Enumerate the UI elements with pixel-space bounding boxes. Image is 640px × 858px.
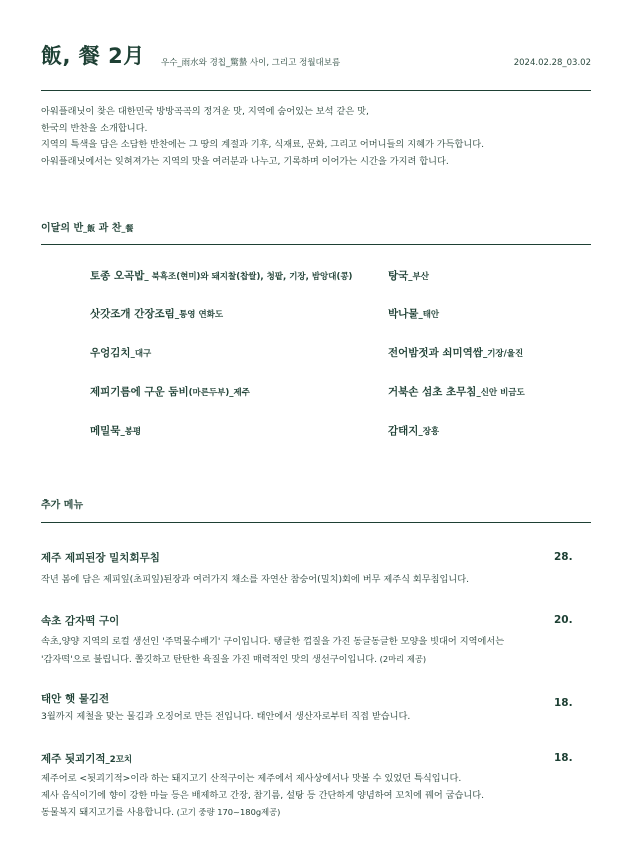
- menu-item-title: [41, 550, 160, 565]
- intro-line: 지역의 특색을 담은 소담한 반찬에는 그 땅의 계절과 기후, 식재료, 문화, 그리고 어머니들의 지혜가 가득합니다.: [41, 139, 485, 150]
- description-line: 3월까지 제철을 맞는 물김과 오징어로 만든 전입니다. 태안에서 생산자로부터 직접 받습니다.: [41, 711, 411, 722]
- monthly-section-title: [41, 219, 133, 234]
- dish-item: [388, 268, 429, 283]
- dish-name: 감태지: [388, 425, 419, 437]
- dish-detail: _장흥: [418, 427, 440, 437]
- dish-item: [90, 306, 223, 321]
- dish-detail: _부산: [408, 272, 429, 282]
- dish-item: [90, 345, 151, 360]
- dish-item: [90, 384, 250, 399]
- page-header: [41, 40, 591, 80]
- dish-item: [90, 423, 141, 438]
- dish-detail: _신안 비금도: [476, 388, 525, 398]
- dish-item: [90, 268, 352, 283]
- description-line: 제주어로 <됫괴기적>이라 하는 돼지고기 산적구이는 제주에서 제사상에서나 맛볼 수 있었던 특식입니다.: [41, 773, 462, 784]
- monthly-title-main: 이달의 반: [41, 223, 84, 234]
- intro-text: [41, 104, 591, 170]
- extra-divider: [41, 522, 591, 523]
- monthly-divider: [41, 244, 591, 245]
- date-range: 2024.02.28_03.02: [513, 58, 591, 68]
- monthly-title-mid: 과 찬: [95, 223, 122, 234]
- extra-section-title: 추가 메뉴: [41, 500, 84, 511]
- dish-detail: _봉평: [120, 427, 142, 437]
- dish-detail: _ 북흑조(현미)와 돼지찰(찹쌀), 청팥, 기장, 밤앙대(콩): [144, 272, 353, 282]
- description-line: 속초,양양 지역의 로컬 생선인 '주먹물수배기' 구이입니다. 탱글한 껍질을 가진 동글동글한 모양을 빗대어 지역에서는: [41, 636, 505, 647]
- menu-item-price: 28.: [554, 551, 573, 563]
- dish-detail: (마른두부)_제주: [188, 388, 250, 398]
- menu-item-price: 18.: [554, 697, 573, 709]
- page-subtitle: 우수_雨水와 경칩_驚蟄 사이, 그리고 정월대보름: [161, 58, 341, 68]
- menu-item-name: 속초 감자떡 구이: [41, 615, 120, 627]
- menu-item-description: [41, 572, 571, 589]
- menu-item-description: [41, 771, 571, 822]
- dish-detail: _기장/울진: [482, 349, 524, 359]
- description-text: 동물복지 돼지고기를 사용합니다.: [41, 807, 175, 818]
- dish-name: 전어밤젓과 쇠미역쌈: [388, 347, 483, 359]
- dish-name: 메밀묵: [90, 425, 121, 437]
- dish-name: 삿갓조개 간장조림: [90, 308, 175, 320]
- monthly-title-sub1: _飯: [83, 224, 96, 233]
- dish-detail: _대구: [130, 349, 152, 359]
- description-note: (고기 중량 170~180g제공): [174, 807, 281, 817]
- dish-name: 거북손 섬초 초무침: [388, 386, 477, 398]
- dish-detail: _태안: [418, 310, 440, 320]
- dish-name: 탕국: [388, 270, 409, 282]
- description-line: [41, 651, 571, 669]
- dish-name: 우엉김치: [90, 347, 131, 359]
- description-line: [41, 804, 571, 822]
- dish-name: 토종 오곡밥: [90, 270, 145, 282]
- menu-item-description: [41, 634, 571, 668]
- dish-item: [388, 384, 525, 399]
- intro-line: 아워플래닛에서는 잊혀져가는 지역의 맛을 여러분과 나누고, 기록하며 이어가는 시간을 가지려 합니다.: [41, 155, 449, 167]
- description-line: 제사 음식이기에 향이 강한 마늘 등은 배제하고 간장, 참기름, 설탕 등 간단하게 양념하여 꼬치에 꿰어 굽습니다.: [41, 789, 485, 801]
- menu-item-name: 제주 제피된장 밀치회무침: [41, 552, 160, 564]
- dish-item: [388, 345, 523, 360]
- menu-item-description: [41, 709, 571, 726]
- dish-name: 박나물: [388, 308, 419, 320]
- dish-item: [388, 423, 439, 438]
- page-title: 飯, 餐 2月: [41, 44, 145, 68]
- intro-line: 아워플래닛이 찾은 대한민국 방방곡곡의 정겨운 맛, 지역에 숨어있는 보석 같은 맛,: [41, 106, 369, 117]
- dish-item: [388, 306, 439, 321]
- intro-line: 한국의 반찬을 소개합니다.: [41, 122, 148, 134]
- dish-detail: _통영 연화도: [174, 310, 224, 320]
- menu-item-name: 태안 햇 물김전: [41, 693, 110, 705]
- monthly-title-sub2: _餐: [121, 224, 134, 233]
- description-text: '감자떡'으로 불립니다. 쫄깃하고 탄탄한 육질을 가진 매력적인 맛의 생선구이입니다.: [41, 653, 378, 665]
- menu-item-title: [41, 613, 119, 628]
- description-line: 작년 봄에 담은 제피잎(초피잎)된장과 여러가지 채소를 자연산 참숭어(밀치)회에 버무 제주식 회무침입니다.: [41, 574, 470, 585]
- dish-name: 제피기름에 구운 둠비: [90, 386, 189, 398]
- menu-item-price: 18.: [554, 752, 573, 764]
- description-note: (2마리 제공): [377, 653, 427, 664]
- menu-item-price: 20.: [554, 614, 573, 626]
- menu-item-name: 제주 됫괴기적: [41, 753, 106, 765]
- header-divider: [41, 90, 591, 91]
- menu-item-sub: _2꼬치: [105, 755, 133, 765]
- menu-item-title: [41, 691, 109, 706]
- menu-item-title: [41, 751, 132, 766]
